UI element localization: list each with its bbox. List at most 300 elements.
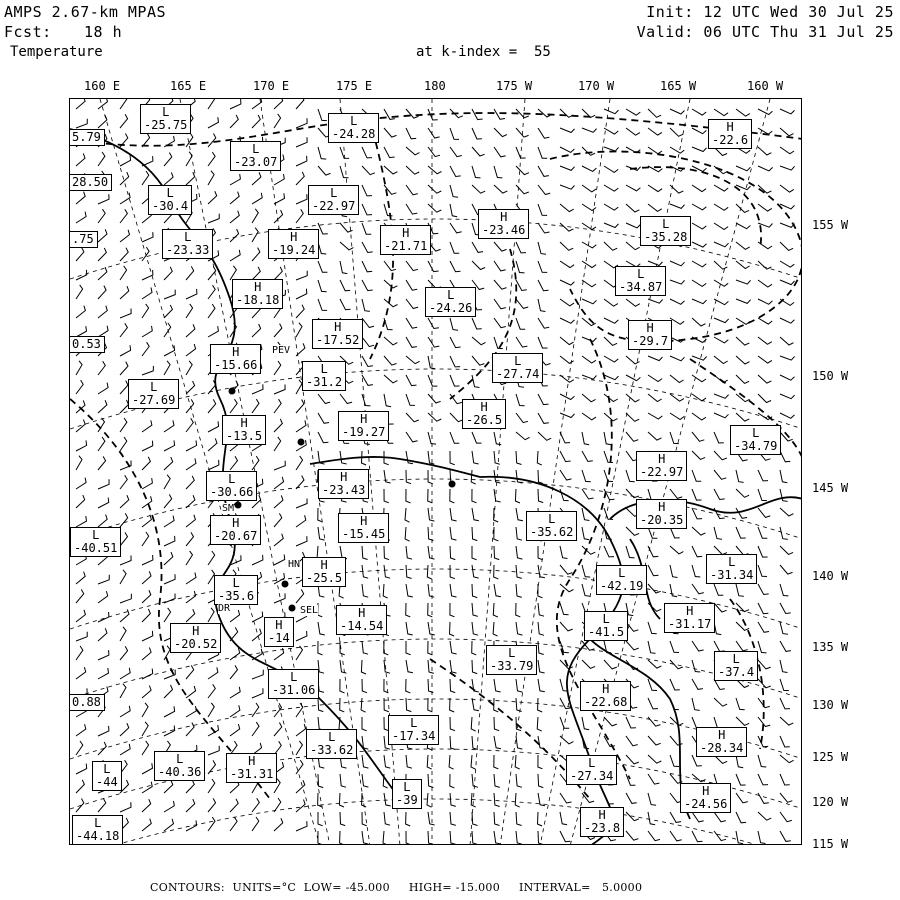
wind-barb — [472, 242, 483, 252]
wind-barb — [582, 793, 594, 803]
wind-barb — [582, 565, 590, 577]
wind-barb — [472, 109, 483, 120]
wind-barb — [450, 242, 459, 253]
wind-barb — [648, 394, 662, 402]
wind-barb — [318, 280, 327, 292]
wind-barb — [98, 400, 107, 413]
wind-barb — [208, 684, 215, 698]
wind-barb — [604, 660, 617, 669]
wind-barb — [450, 413, 463, 422]
wind-barb — [450, 565, 455, 579]
wind-barb — [318, 812, 323, 826]
forecast-hour: 18 h — [84, 23, 123, 41]
wind-barb — [538, 413, 549, 423]
wind-barb — [142, 763, 153, 774]
wind-barb — [98, 650, 109, 660]
wind-barb — [736, 584, 744, 596]
wind-barb — [692, 318, 706, 326]
wind-barb — [186, 440, 197, 451]
wind-barb — [406, 546, 412, 559]
extremum-box: H -31.31 — [226, 753, 277, 783]
wind-barb — [230, 456, 238, 470]
wind-barb — [76, 248, 84, 262]
wind-barb — [714, 356, 728, 364]
wind-barb — [405, 508, 410, 522]
wind-barb — [186, 458, 196, 470]
wind-barb — [758, 204, 772, 211]
wind-barb — [604, 166, 618, 172]
wind-barb — [120, 99, 127, 109]
wind-barb — [186, 476, 194, 489]
wind-barb — [186, 418, 193, 432]
wind-barb — [340, 679, 345, 693]
wind-barb — [516, 774, 522, 787]
wind-barb — [538, 584, 543, 598]
extremum-box: H -19.27 — [338, 411, 389, 441]
wind-barb — [428, 546, 435, 559]
wind-barb — [758, 470, 768, 481]
wind-barb — [450, 337, 461, 348]
wind-barb — [274, 818, 283, 831]
wind-barb — [582, 584, 590, 596]
wind-barb — [76, 667, 86, 679]
wind-barb — [120, 230, 130, 242]
wind-barb — [296, 741, 302, 755]
wind-barb — [670, 641, 679, 653]
wind-barb — [670, 679, 680, 690]
wind-barb — [406, 394, 415, 405]
wind-barb — [780, 356, 795, 360]
extremum-box: L -39 — [392, 779, 422, 809]
wind-barb — [142, 741, 149, 755]
extremum-box: L -35.62 — [526, 511, 577, 541]
wind-barb — [339, 793, 344, 807]
extremum-box: H -14 — [264, 617, 294, 647]
wind-barb — [582, 128, 597, 132]
wind-barb — [604, 242, 617, 250]
wind-barb — [76, 380, 83, 394]
wind-barb — [692, 565, 700, 577]
wind-barb — [428, 166, 442, 174]
wind-barb — [230, 211, 239, 223]
wind-barb — [98, 628, 107, 641]
wind-barb — [670, 565, 678, 578]
wind-barb — [76, 285, 83, 299]
wind-barb — [120, 193, 130, 204]
extremum-box: H -17.52 — [312, 319, 363, 349]
wind-barb — [670, 489, 682, 498]
wind-barb — [626, 109, 640, 115]
wind-barb — [692, 356, 707, 360]
wind-barb — [670, 831, 682, 841]
wind-barb — [450, 223, 462, 233]
wind-barb — [648, 356, 663, 361]
wind-barb — [648, 812, 655, 825]
wind-barb — [780, 774, 790, 785]
wind-barb — [120, 345, 131, 356]
extremum-box: H -14.54 — [336, 605, 387, 635]
wind-barb — [472, 356, 484, 365]
wind-barb — [648, 128, 662, 135]
wind-barb — [208, 703, 214, 717]
wind-barb — [538, 128, 549, 138]
wind-barb — [714, 280, 728, 286]
wind-barb — [780, 109, 795, 114]
wind-barb — [406, 356, 420, 364]
wind-barb — [626, 223, 641, 228]
wind-barb — [780, 375, 795, 380]
wind-barb — [208, 438, 217, 451]
wind-barb — [142, 478, 152, 489]
wind-barb — [626, 432, 638, 441]
wind-barb — [384, 660, 390, 673]
wind-barb — [186, 172, 195, 185]
wind-barb — [736, 812, 746, 823]
extremum-box: L -23.07 — [230, 141, 281, 171]
wind-barb — [780, 603, 791, 614]
wind-barb — [516, 394, 525, 406]
wind-barb — [98, 479, 109, 489]
wind-barb — [384, 128, 397, 137]
wind-barb — [318, 299, 327, 310]
wind-barb — [296, 800, 305, 813]
wind-barb — [780, 736, 790, 747]
wind-barb — [736, 508, 747, 518]
extremum-box: H -24.56 — [680, 783, 731, 813]
wind-barb — [604, 356, 618, 362]
wind-barb — [274, 477, 284, 489]
wind-barb — [736, 641, 748, 651]
wind-barb — [76, 212, 86, 223]
wind-barb — [472, 812, 478, 826]
wind-barb — [340, 394, 352, 404]
wind-barb — [472, 527, 477, 541]
wind-barb — [714, 470, 726, 479]
wind-barb — [736, 831, 743, 844]
contour-info: CONTOURS: UNITS=°C LOW= -45.000 HIGH= -15.000 INTERVAL= 5.0000 — [150, 881, 643, 894]
wind-barb — [230, 115, 238, 128]
wind-barb — [120, 309, 131, 319]
wind-barb — [560, 223, 573, 231]
wind-barb — [230, 174, 240, 185]
wind-barb — [142, 171, 149, 185]
wind-barb — [758, 812, 771, 820]
wind-barb — [560, 622, 573, 631]
extremum-box: H -28.34 — [696, 727, 747, 757]
wind-barb — [758, 337, 772, 344]
extremum-box: H -20.52 — [170, 623, 221, 653]
wind-barb — [340, 166, 349, 178]
lat-label: 135 W — [812, 640, 849, 654]
wind-barb — [120, 556, 131, 566]
wind-barb — [76, 780, 84, 793]
wind-barb — [538, 603, 544, 616]
wind-barb — [252, 612, 263, 623]
wind-barb — [142, 609, 150, 622]
wind-barb — [406, 375, 417, 386]
wind-barb — [538, 812, 543, 826]
wind-barb — [758, 394, 771, 403]
wind-barb — [626, 413, 639, 421]
wind-barb — [362, 204, 372, 215]
wind-barb — [714, 394, 729, 398]
wind-barb — [450, 261, 461, 272]
wind-barb — [406, 584, 413, 597]
wind-barb — [582, 470, 591, 482]
wind-barb — [340, 261, 347, 274]
wind-barb — [98, 799, 106, 813]
wind-barb — [142, 571, 151, 584]
extremum-box: L -40.51 — [70, 527, 121, 557]
wind-barb — [384, 261, 396, 271]
wind-barb — [362, 546, 368, 560]
wind-barb — [736, 109, 750, 116]
wind-barb — [98, 248, 106, 261]
wind-barb — [340, 698, 345, 712]
wind-barb — [120, 570, 126, 584]
station-label: SM — [222, 503, 235, 514]
wind-barb — [384, 337, 397, 345]
extremum-box: L -44.18 — [72, 815, 123, 845]
wind-barb — [648, 755, 661, 763]
wind-barb — [450, 489, 455, 503]
wind-barb — [516, 679, 522, 692]
wind-barb — [516, 261, 525, 273]
extremum-box: H -31.17 — [664, 603, 715, 633]
wind-barb — [736, 337, 749, 345]
wind-barb — [406, 204, 417, 214]
extremum-box: L -27.74 — [492, 353, 543, 383]
wind-barb — [582, 261, 596, 268]
wind-barb — [120, 723, 129, 736]
wind-barb — [670, 584, 677, 597]
wind-barb — [296, 172, 304, 185]
wind-barb — [692, 128, 706, 134]
lat-label: 150 W — [812, 369, 849, 383]
wind-barb — [384, 318, 393, 330]
extremum-box: H -15.45 — [338, 513, 389, 543]
wind-barb — [604, 736, 615, 747]
wind-barb — [450, 603, 455, 617]
wind-barb — [758, 166, 773, 171]
wind-barb — [164, 457, 173, 470]
wind-barb — [670, 413, 684, 420]
wind-barb — [604, 204, 618, 210]
wind-barb — [538, 394, 549, 405]
wind-barb — [252, 670, 263, 679]
wind-barb — [164, 420, 174, 432]
extremum-box: L -44 — [92, 761, 122, 791]
lat-label: 120 W — [812, 795, 849, 809]
wind-barb — [450, 508, 457, 521]
wind-barb — [692, 185, 706, 192]
wind-barb — [780, 755, 794, 763]
extremum-box: L -24.26 — [425, 287, 476, 317]
wind-barb — [428, 375, 437, 386]
wind-barb — [186, 573, 196, 585]
wind-barb — [362, 641, 368, 654]
wind-barb — [384, 489, 389, 503]
wind-barb — [692, 204, 706, 210]
wind-barb — [758, 527, 767, 538]
wind-barb — [648, 831, 660, 841]
wind-barb — [450, 318, 458, 330]
wind-barb — [142, 648, 151, 661]
wind-barb — [406, 470, 411, 484]
wind-barb — [142, 799, 151, 812]
extremum-box: H -29.7 — [628, 320, 672, 350]
wind-barb — [362, 299, 370, 311]
wind-barb — [230, 99, 241, 109]
wind-barb — [318, 147, 326, 159]
extremum-box: L -37.4 — [714, 651, 758, 681]
wind-barb — [120, 802, 131, 812]
wind-barb — [208, 817, 215, 831]
wind-barb — [274, 555, 285, 566]
wind-barb — [494, 717, 499, 731]
wind-barb — [582, 166, 596, 171]
wind-barb — [186, 551, 193, 565]
wind-barb — [450, 622, 455, 636]
wind-barb — [736, 698, 745, 710]
wind-barb — [142, 686, 151, 699]
wind-barb — [450, 793, 456, 806]
wind-barb — [318, 394, 330, 404]
wind-barb — [516, 736, 522, 749]
station-dot — [298, 439, 305, 446]
wind-barb — [582, 432, 589, 445]
wind-barb — [296, 305, 304, 318]
extremum-box: H -18.18 — [232, 279, 283, 309]
wind-barb — [780, 793, 792, 802]
wind-barb — [494, 280, 507, 289]
wind-barb — [604, 717, 617, 726]
wind-barb — [142, 703, 148, 717]
wind-barb — [494, 812, 500, 826]
lat-label: 130 W — [812, 698, 849, 712]
lon-label: 175 E — [336, 79, 373, 93]
wind-barb — [142, 420, 152, 432]
wind-barb — [406, 185, 418, 195]
wind-barb — [516, 413, 528, 423]
wind-barb — [780, 451, 790, 462]
wind-barb — [427, 755, 432, 769]
wind-barb — [471, 470, 476, 484]
wind-barb — [428, 527, 434, 541]
wind-barb — [604, 299, 618, 306]
extremum-box: L -24.28 — [328, 113, 379, 143]
wind-barb — [274, 99, 283, 109]
wind-barb — [758, 299, 772, 304]
wind-barb — [692, 831, 703, 842]
wind-barb — [714, 299, 728, 305]
wind-barb — [450, 451, 455, 465]
wind-barb — [538, 755, 543, 769]
wind-barb — [406, 261, 418, 271]
wind-barb — [142, 532, 149, 546]
wind-barb — [76, 192, 85, 204]
extremum-box: L -31.2 — [302, 361, 346, 391]
wind-barb — [98, 498, 109, 509]
wind-barb — [450, 166, 461, 177]
wind-barb — [758, 280, 772, 287]
wind-barb — [736, 223, 750, 229]
wind-barb — [362, 185, 372, 196]
wind-barb — [318, 603, 323, 617]
wind-barb — [340, 831, 345, 845]
wind-barb — [670, 128, 683, 136]
wind-barb — [582, 527, 589, 540]
wind-barb — [494, 793, 500, 807]
wind-barb — [736, 622, 749, 630]
wind-barb — [98, 152, 105, 166]
wind-barb — [736, 356, 750, 364]
wind-barb — [604, 337, 617, 345]
wind-barb — [76, 724, 86, 736]
wind-barb — [318, 261, 327, 272]
wind-barb — [296, 99, 304, 109]
wind-barb — [406, 280, 417, 290]
wind-barb — [670, 109, 685, 114]
wind-barb — [472, 166, 481, 178]
wind-barb — [186, 820, 197, 831]
wind-barb — [626, 793, 637, 803]
wind-barb — [208, 134, 216, 148]
wind-barb — [472, 641, 477, 655]
wind-barb — [648, 299, 663, 303]
wind-barb — [758, 755, 766, 767]
wind-barb — [98, 668, 109, 679]
wind-barb — [692, 299, 707, 304]
wind-barb — [648, 413, 662, 419]
wind-barb — [538, 299, 545, 312]
wind-barb — [120, 266, 127, 280]
wind-barb — [714, 432, 724, 443]
wind-barb — [384, 166, 397, 174]
wind-barb — [472, 736, 478, 750]
wind-barb — [252, 688, 263, 698]
wind-barb — [230, 610, 240, 622]
extremum-box: H -22.97 — [636, 451, 687, 481]
wind-barb — [164, 516, 174, 527]
wind-barb — [626, 736, 638, 746]
wind-barb — [406, 109, 419, 118]
map-panel — [69, 98, 802, 845]
wind-barb — [164, 726, 175, 736]
wind-barb — [736, 299, 751, 303]
extremum-box: L -30.4 — [148, 185, 192, 215]
wind-barb — [186, 152, 192, 166]
wind-barb — [384, 546, 389, 560]
wind-barb — [296, 209, 303, 223]
wind-barb — [208, 117, 219, 128]
wind-barb — [98, 437, 105, 451]
wind-barb — [450, 128, 459, 139]
wind-barb — [516, 698, 522, 712]
wind-barb — [405, 527, 410, 541]
wind-barb — [361, 698, 366, 712]
wind-barb — [98, 229, 107, 242]
wind-barb — [472, 375, 479, 388]
wind-barb — [252, 228, 258, 242]
wind-barb — [142, 342, 149, 356]
wind-barb — [472, 831, 478, 845]
wind-barb — [780, 318, 794, 323]
wind-barb — [494, 185, 507, 193]
wind-barb — [494, 261, 506, 271]
wind-barb — [230, 817, 237, 831]
wind-barb — [406, 641, 411, 655]
